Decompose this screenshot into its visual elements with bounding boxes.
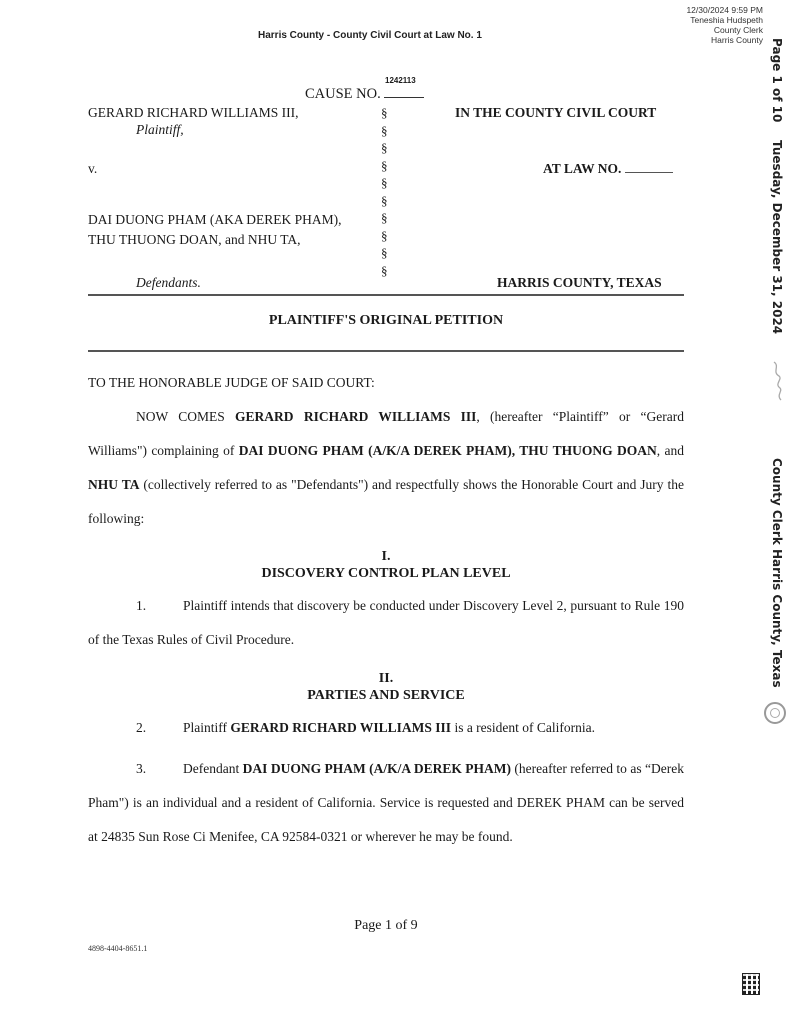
cause-number-blank [384, 85, 424, 98]
section-symbol-column [381, 104, 388, 279]
section-numeral: I. [381, 549, 391, 564]
defendants-names-bold: DAI DUONG PHAM (A/K/A DEREK PHAM), THU THUONG DOAN [238, 443, 657, 458]
paragraph-number: 3. [136, 761, 147, 776]
filing-stamp [686, 5, 763, 45]
section-symbol: § [381, 262, 388, 278]
section-heading-2 [88, 670, 684, 704]
paragraph-text: is a resident of California. [451, 720, 596, 735]
section-symbol: § [381, 245, 388, 260]
intro-text: , and [656, 443, 684, 458]
section-symbol: § [381, 192, 388, 208]
paragraph-number: 2. [136, 720, 147, 735]
numbered-paragraph-3 [88, 752, 684, 854]
section-symbol: § [381, 210, 388, 225]
margin-page-count: Page 1 of 10 [770, 38, 784, 123]
numbered-paragraph-1 [88, 589, 684, 657]
document-title: PLAINTIFF'S ORIGINAL PETITION [268, 313, 504, 328]
clerk-title: County Clerk [713, 25, 763, 35]
plaintiff-name-bold: GERARD RICHARD WILLIAMS III [235, 409, 477, 424]
county-seal-icon [764, 702, 786, 724]
document-id: 4898-4404-8651.1 [88, 944, 148, 953]
cause-number-line [305, 76, 424, 103]
numbered-paragraph-2 [88, 711, 684, 745]
section-symbol: § [381, 175, 388, 190]
versus: v. [88, 161, 98, 176]
defendants-line-2: THU THUONG DOAN, and NHU TA, [88, 232, 301, 247]
section-title: PARTIES AND SERVICE [307, 688, 465, 703]
title-rule [88, 350, 684, 352]
paragraph-text: (hereafter referred to as “Derek Pham") is an individual and a resident of California. Service is requested and DEREK PHAM can be served at 24835 Sun Rose Ci Menifee, CA 92584-0321 or wherever he may be found. [88, 761, 684, 844]
section-symbol: § [381, 105, 388, 120]
section-symbol: § [381, 227, 388, 243]
section-title: DISCOVERY CONTROL PLAN LEVEL [261, 566, 511, 581]
intro-text: NOW COMES [136, 409, 236, 424]
section-symbol: § [381, 140, 388, 155]
margin-clerk-office: County Clerk Harris County, Texas [770, 458, 784, 688]
intro-text: (collectively referred to as "Defendants") and respectfully shows the Honorable Court and Jury the following: [88, 477, 684, 526]
paragraph-text: Plaintiff intends that discovery be conducted under Discovery Level 2, pursuant to Rule 190 of the Texas Rules of Civil Procedure. [88, 598, 684, 647]
paragraph-text: Plaintiff [183, 720, 231, 735]
plaintiff-name: GERARD RICHARD WILLIAMS III, [88, 105, 299, 120]
barcode-icon [742, 973, 760, 995]
paragraph-text: Defendant [183, 761, 243, 776]
at-law-label: AT LAW NO. [543, 161, 622, 176]
filing-datetime: 12/30/2024 9:59 PM [686, 5, 763, 15]
court-line-2 [543, 161, 673, 177]
court-line-1: IN THE COUNTY CIVIL COURT [455, 105, 657, 120]
defendants-line-1: DAI DUONG PHAM (AKA DEREK PHAM), [88, 212, 342, 227]
plaintiff-role: Plaintiff, [136, 122, 184, 137]
clerk-county: Harris County [711, 35, 763, 45]
signature-icon [770, 358, 786, 404]
defendant-nhu-ta-bold: NHU TA [88, 477, 140, 492]
court-header: Harris County - County Civil Court at Law No. 1 [258, 30, 482, 41]
section-numeral: II. [378, 671, 394, 686]
salutation: TO THE HONORABLE JUDGE OF SAID COURT: [88, 375, 375, 390]
margin-date: Tuesday, December 31, 2024 [770, 140, 784, 335]
section-symbol: § [381, 122, 388, 138]
section-heading-1 [88, 548, 684, 582]
law-number-blank [625, 162, 673, 173]
caption-rule [88, 294, 684, 296]
paragraph-bold-name: GERARD RICHARD WILLIAMS III [230, 720, 452, 735]
paragraph-number: 1. [136, 598, 147, 613]
section-symbol: § [381, 157, 388, 173]
defendants-role: Defendants. [136, 275, 201, 290]
clerk-name: Teneshia Hudspeth [690, 15, 763, 25]
paragraph-bold-name: DAI DUONG PHAM (A/K/A DEREK PHAM) [242, 761, 511, 776]
page-number: Page 1 of 9 [354, 918, 418, 933]
intro-text: , (hereafter “Plaintiff” or “Gerard Williams") complaining of [88, 409, 684, 458]
cause-label: CAUSE NO. [305, 86, 381, 102]
court-line-3: HARRIS COUNTY, TEXAS [497, 275, 662, 290]
intro-paragraph [88, 400, 684, 536]
cause-number: 1242113 [385, 76, 416, 85]
